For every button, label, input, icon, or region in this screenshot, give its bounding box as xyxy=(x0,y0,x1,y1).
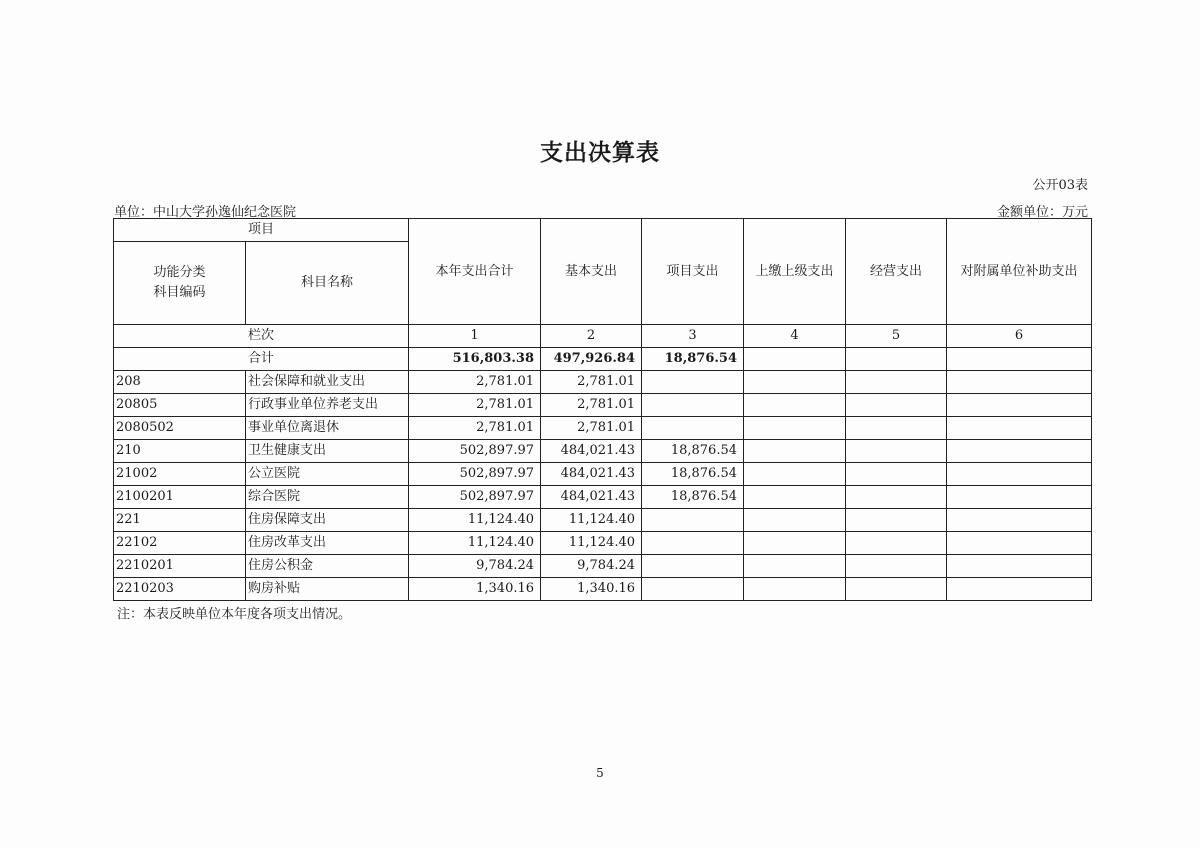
total-label: 合计 xyxy=(114,348,409,371)
header-project: 项目 xyxy=(114,219,409,242)
amount-cell xyxy=(642,509,744,532)
amount-cell xyxy=(642,555,744,578)
amount-cell xyxy=(846,509,947,532)
expense-table xyxy=(113,218,1092,601)
amount-cell xyxy=(846,555,947,578)
amount-cell xyxy=(846,394,947,417)
amount-cell: 11,124.40 xyxy=(541,532,642,555)
subject-code: 221 xyxy=(114,509,246,532)
amount-cell xyxy=(846,532,947,555)
amount-cell: 18,876.54 xyxy=(642,463,744,486)
amount-cell xyxy=(744,440,846,463)
subject-name: 行政事业单位养老支出 xyxy=(246,394,409,417)
header-func-code: 功能分类 科目编码 xyxy=(114,242,246,325)
column-number: 1 xyxy=(409,325,541,348)
amount-cell xyxy=(744,371,846,394)
amount-cell: 484,021.43 xyxy=(541,440,642,463)
amount-cell xyxy=(947,463,1092,486)
subject-code: 21002 xyxy=(114,463,246,486)
amount-cell xyxy=(947,532,1092,555)
amount-cell xyxy=(947,555,1092,578)
header-col-3: 项目支出 xyxy=(642,219,744,325)
amount-unit: 金额单位：万元 xyxy=(996,205,1088,220)
amount-cell xyxy=(947,440,1092,463)
amount-cell: 502,897.97 xyxy=(409,463,541,486)
table-row xyxy=(114,371,1092,394)
column-number: 2 xyxy=(541,325,642,348)
amount-cell: 2,781.01 xyxy=(541,417,642,440)
amount-cell xyxy=(947,486,1092,509)
amount-cell xyxy=(744,486,846,509)
amount-cell xyxy=(642,371,744,394)
subject-code: 22102 xyxy=(114,532,246,555)
table-row xyxy=(114,509,1092,532)
total-value: 18,876.54 xyxy=(642,348,744,371)
table-row xyxy=(114,578,1092,601)
table-row xyxy=(114,440,1092,463)
amount-cell: 2,781.01 xyxy=(409,417,541,440)
amount-cell: 2,781.01 xyxy=(409,394,541,417)
amount-cell xyxy=(947,509,1092,532)
subject-name: 社会保障和就业支出 xyxy=(246,371,409,394)
amount-cell: 502,897.97 xyxy=(409,486,541,509)
amount-cell xyxy=(947,394,1092,417)
amount-cell xyxy=(642,532,744,555)
subject-name: 公立医院 xyxy=(246,463,409,486)
subject-code: 210 xyxy=(114,440,246,463)
amount-cell: 18,876.54 xyxy=(642,440,744,463)
subject-code: 20805 xyxy=(114,394,246,417)
header-col-2: 基本支出 xyxy=(541,219,642,325)
amount-cell: 11,124.40 xyxy=(541,509,642,532)
amount-cell: 18,876.54 xyxy=(642,486,744,509)
table-row xyxy=(114,417,1092,440)
subject-code: 2210201 xyxy=(114,555,246,578)
amount-cell: 484,021.43 xyxy=(541,486,642,509)
subject-code: 2210203 xyxy=(114,578,246,601)
amount-cell xyxy=(744,555,846,578)
subject-name: 住房保障支出 xyxy=(246,509,409,532)
table-row xyxy=(114,555,1092,578)
subject-name: 住房公积金 xyxy=(246,555,409,578)
amount-cell xyxy=(846,440,947,463)
amount-cell: 484,021.43 xyxy=(541,463,642,486)
amount-cell xyxy=(947,578,1092,601)
amount-cell xyxy=(846,371,947,394)
page-number: 5 xyxy=(596,766,604,780)
table-row xyxy=(114,486,1092,509)
column-number-row xyxy=(114,325,1092,348)
page-title: 支出决算表 xyxy=(540,140,660,166)
amount-cell xyxy=(947,371,1092,394)
subject-name: 购房补贴 xyxy=(246,578,409,601)
amount-cell xyxy=(744,394,846,417)
amount-cell: 11,124.40 xyxy=(409,532,541,555)
subject-name: 事业单位离退休 xyxy=(246,417,409,440)
amount-cell xyxy=(846,578,947,601)
header-row-project xyxy=(114,219,1092,242)
subject-name: 住房改革支出 xyxy=(246,532,409,555)
column-row-label: 栏次 xyxy=(114,325,409,348)
table-note: 注：本表反映单位本年度各项支出情况。 xyxy=(117,607,352,622)
amount-cell xyxy=(642,417,744,440)
amount-cell xyxy=(744,417,846,440)
column-number: 4 xyxy=(744,325,846,348)
column-number: 6 xyxy=(947,325,1092,348)
amount-cell xyxy=(744,578,846,601)
amount-cell: 2,781.01 xyxy=(541,371,642,394)
amount-cell: 1,340.16 xyxy=(541,578,642,601)
amount-cell xyxy=(642,394,744,417)
amount-cell: 2,781.01 xyxy=(409,371,541,394)
total-value xyxy=(846,348,947,371)
column-number: 3 xyxy=(642,325,744,348)
header-col-5: 经营支出 xyxy=(846,219,947,325)
amount-cell: 502,897.97 xyxy=(409,440,541,463)
total-value xyxy=(744,348,846,371)
table-row xyxy=(114,532,1092,555)
amount-cell: 9,784.24 xyxy=(541,555,642,578)
form-number: 公开03表 xyxy=(1032,178,1088,193)
subject-name: 综合医院 xyxy=(246,486,409,509)
header-col-1: 本年支出合计 xyxy=(409,219,541,325)
amount-cell: 11,124.40 xyxy=(409,509,541,532)
subject-name: 卫生健康支出 xyxy=(246,440,409,463)
amount-cell xyxy=(642,578,744,601)
total-value: 497,926.84 xyxy=(541,348,642,371)
amount-cell: 1,340.16 xyxy=(409,578,541,601)
header-col-6: 对附属单位补助支出 xyxy=(947,219,1092,325)
amount-cell xyxy=(744,509,846,532)
total-value: 516,803.38 xyxy=(409,348,541,371)
header-subject-name: 科目名称 xyxy=(246,242,409,325)
amount-cell xyxy=(744,463,846,486)
total-row xyxy=(114,348,1092,371)
amount-cell: 9,784.24 xyxy=(409,555,541,578)
subject-code: 2080502 xyxy=(114,417,246,440)
amount-cell xyxy=(846,463,947,486)
column-number: 5 xyxy=(846,325,947,348)
table-row xyxy=(114,394,1092,417)
total-value xyxy=(947,348,1092,371)
table-row xyxy=(114,463,1092,486)
amount-cell xyxy=(846,486,947,509)
header-col-4: 上缴上级支出 xyxy=(744,219,846,325)
subject-code: 2100201 xyxy=(114,486,246,509)
unit-line: 单位：中山大学孙逸仙纪念医院 xyxy=(114,205,297,220)
amount-cell: 2,781.01 xyxy=(541,394,642,417)
subject-code: 208 xyxy=(114,371,246,394)
amount-cell xyxy=(744,532,846,555)
amount-cell xyxy=(947,417,1092,440)
amount-cell xyxy=(846,417,947,440)
